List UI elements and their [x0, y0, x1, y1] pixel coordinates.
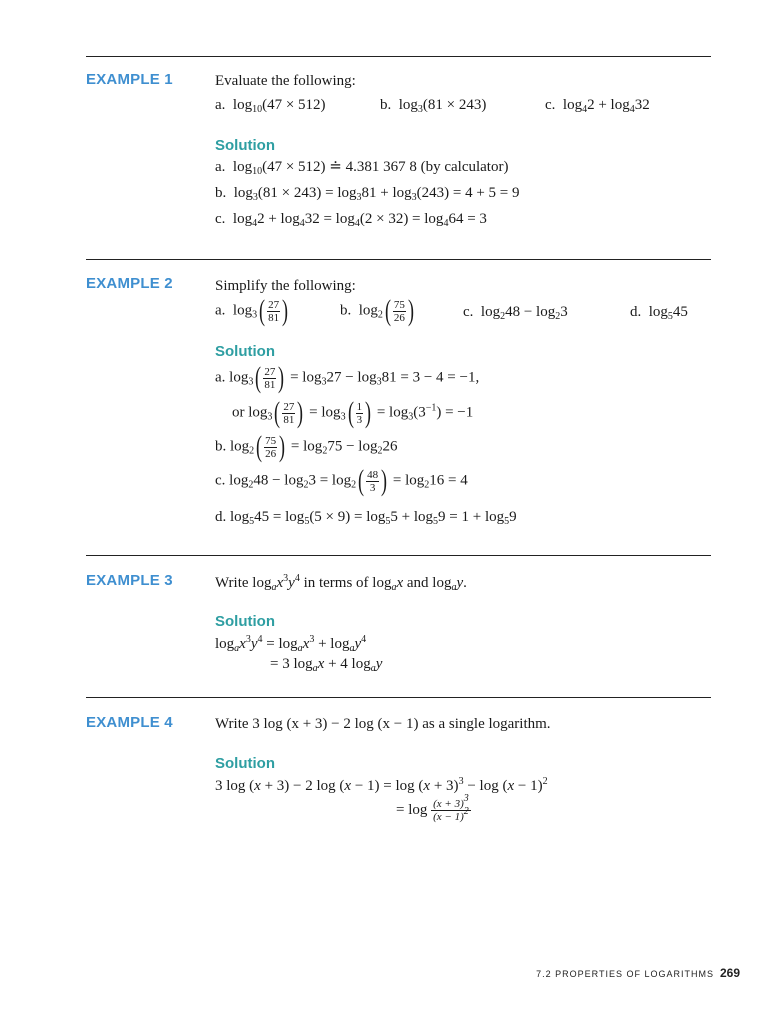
example-2-part-a: a. $\log_3$ ( 27 81 ) — [215, 294, 289, 327]
divider-2 — [86, 259, 711, 260]
example-2-solution-a-alt: or $\log_3$ ( 27 81 ) = $\log_3$ ( 1 3 ) = $\log_3(3^{-1}) = -1$ — [232, 396, 474, 429]
example-2-part-c: c. $\log_248 - \log_23$ — [463, 304, 568, 322]
example-2-part-d: d. $\log_545$ — [630, 304, 688, 322]
example-4-solution-line-2: = log $\frac{(x + 3)^3}{(x - 1)^2}$ — [396, 793, 469, 823]
example-2-prompt: Simplify the following: — [215, 278, 356, 294]
example-2-solution-heading: Solution — [215, 343, 275, 360]
divider-4 — [86, 697, 711, 698]
example-3-solution-line-1: $\log_ax^3y^4 = \log_ax^3 + \log_ay^4$ — [215, 634, 367, 654]
example-2-solution-d: d. $\log_545 = \log_5(5 \times 9) = \log_55 + \log_59 = 1 + \log_59$ — [215, 509, 517, 527]
page-footer — [536, 966, 740, 980]
example-4-prompt: Write 3 log (x + 3) − 2 log (x − 1) as a single logarithm. — [215, 716, 551, 732]
example-1-prompt: Evaluate the following: — [215, 73, 356, 89]
example-1-part-a: a. $\log_{10}(47 \times 512)$ — [215, 97, 326, 115]
divider-top — [86, 56, 711, 57]
divider-3 — [86, 555, 711, 556]
example-3-prompt: Write $\log_ax^3y^4$ in terms of $\log_ax$ and $\log_ay$. — [215, 573, 467, 593]
example-2-solution-b: b. $\log_2$ ( 75 26 ) = $\log_275 - \log_226$ — [215, 430, 398, 463]
page-number: 269 — [719, 966, 740, 980]
example-2-label: EXAMPLE 2 — [86, 275, 173, 292]
example-3-solution-heading: Solution — [215, 613, 275, 630]
example-1-solution-c: c. $\log_42 + \log_432 = \log_4(2 \times 32) = \log_464 = 3$ — [215, 211, 487, 229]
footer-section-title: 7.2 PROPERTIES OF LOGARITHMS — [536, 969, 714, 979]
example-2-part-b: b. $\log_2$ ( 75 26 ) — [340, 294, 414, 327]
example-3-solution-line-2: = 3 $\log_ax + 4$ $\log_ay$ — [270, 656, 383, 674]
example-1-solution-heading: Solution — [215, 137, 275, 154]
example-1-label: EXAMPLE 1 — [86, 71, 173, 88]
example-1-solution-b: b. $\log_3(81 \times 243) = \log_381 + \log_3(243) = 4 + 5 = 9$ — [215, 185, 520, 203]
example-1-solution-a: a. $\log_{10}(47 \times 512)$ ≐ 4.381 367 8 (by calculator) — [215, 159, 509, 177]
example-2-solution-c: c. $\log_248 - \log_23 = \log_2$ ( 48 3 ) = $\log_216 = 4$ — [215, 464, 468, 497]
example-2-solution-a: a. $\log_3$ ( 27 81 ) = $\log_327 - \log_381 = 3 - 4 = -1$, — [215, 361, 480, 394]
example-3-label: EXAMPLE 3 — [86, 572, 173, 589]
example-1-part-c: c. $\log_42 + \log_432$ — [545, 97, 650, 115]
example-4-label: EXAMPLE 4 — [86, 714, 173, 731]
example-4-solution-heading: Solution — [215, 755, 275, 772]
example-4-solution-line-1: 3 log (x + 3) − 2 $\log (x - 1) = \log (x + 3)^3 - \log (x - 1)^2$ — [215, 776, 548, 794]
example-1-part-b: b. $\log_3(81 \times 243)$ — [380, 97, 487, 115]
